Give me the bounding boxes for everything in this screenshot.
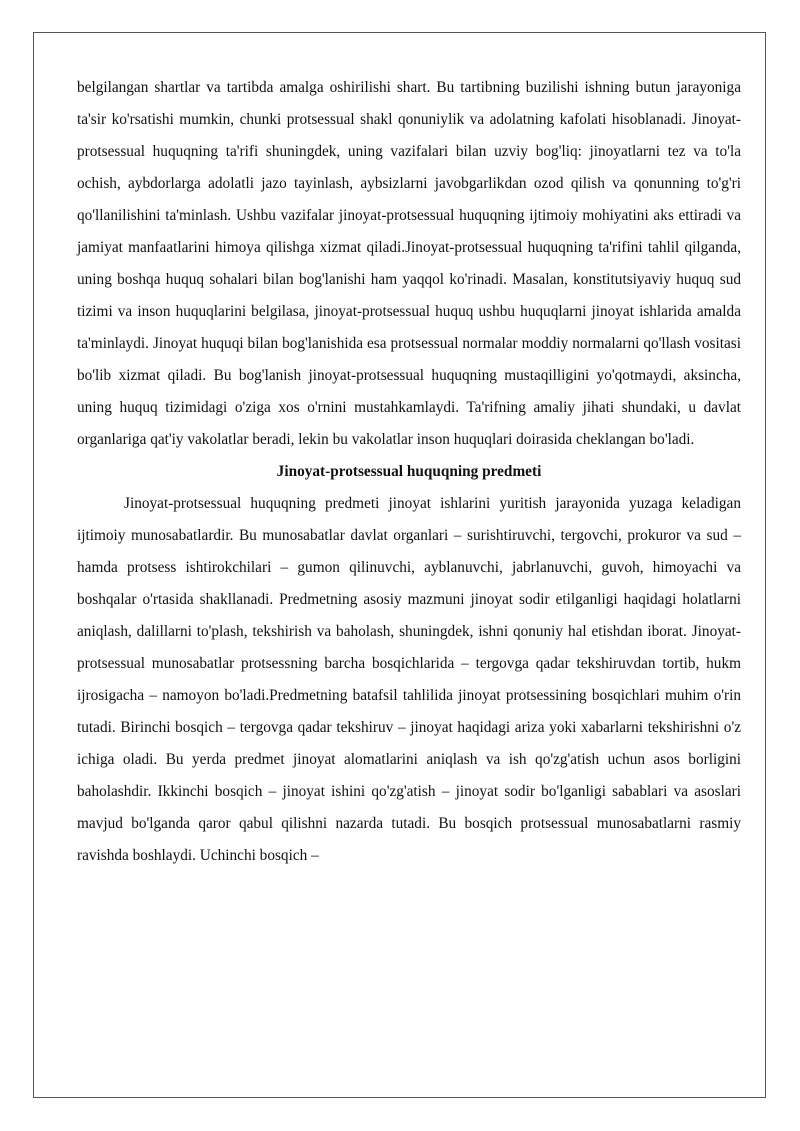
section-heading: Jinoyat-protsessual huquqning predmeti [276,463,542,480]
document-body [77,72,741,872]
paragraph-2: Jinoyat-protsessual huquqning predmeti jinoyat ishlarini yuritish jarayonida yuzaga keladigan ijtimoiy munosabatlardir. Bu munosabatlar davlat organlari – surishtiruvchi, tergovchi, prokuror va sud – hamda protsess ishtirokchilari – gumon qilinuvchi, ayblanuvchi, jabrlanuvchi, guvoh, himoyachi va boshqalar o'rtasida shakllanadi. Predmetning asosiy mazmuni jinoyat sodir etilganligi haqidagi holatlarni aniqlash, dalillarni to'plash, tekshirish va baholash, shuningdek, ishni qonuniy hal etishdan iborat. Jinoyat-protsessual munosabatlar protsessning barcha bosqichlarida – tergovga qadar tekshiruvdan tortib, hukm ijrosigacha – namoyon bo'ladi.Predmetning batafsil tahlilida jinoyat protsessining bosqichlari muhim o'rin tutadi. Birinchi bosqich – tergovga qadar tekshiruv – jinoyat haqidagi ariza yoki xabarlarni tekshirishni o'z ichiga oladi. Bu yerda predmet jinoyat alomatlarini aniqlash va ish qo'zg'atish uchun asos borligini baholashdir. Ikkinchi bosqich – jinoyat ishini qo'zg'atish – jinoyat sodir bo'lganligi sabablari va asoslari mavjud bo'lganda qaror qabul qilishni nazarda tutadi. Bu bosqich protsessual munosabatlarni rasmiy ravishda boshlaydi. Uchinchi bosqich – [77,495,741,864]
paragraph-1: belgilangan shartlar va tartibda amalga oshirilishi shart. Bu tartibning buzilishi ishning butun jarayoniga ta'sir ko'rsatishi mumkin, chunki protsessual shakl qonuniylik va adolatning kafolati hisoblanadi. Jinoyat-protsessual huquqning ta'rifi shuningdek, uning vazifalari bilan uzviy bog'liq: jinoyatlarni tez va to'la ochish, aybdorlarga adolatli jazo tayinlash, aybsizlarni javobgarlikdan ozod qilish va qonunning to'g'ri qo'llanilishini ta'minlash. Ushbu vazifalar jinoyat-protsessual huquqning ijtimoiy mohiyatini aks ettiradi va jamiyat manfaatlarini himoya qilishga xizmat qiladi.Jinoyat-protsessual huquqning ta'rifini tahlil qilganda, uning boshqa huquq sohalari bilan bog'lanishi ham yaqqol ko'rinadi. Masalan, konstitutsiyaviy huquq sud tizimi va inson huquqlarini belgilasa, jinoyat-protsessual huquq ushbu huquqlarni jinoyat ishlarida amalda ta'minlaydi. Jinoyat huquqi bilan bog'lanishida esa protsessual normalar moddiy normalarni qo'llash vositasi bo'lib xizmat qiladi. Bu bog'lanish jinoyat-protsessual huquqning mustaqilligini yo'qotmaydi, aksincha, uning huquq tizimidagi o'ziga xos o'rnini mustahkamlaydi. Ta'rifning amaliy jihati shundaki, u davlat organlariga qat'iy vakolatlar beradi, lekin bu vakolatlar inson huquqlari doirasida cheklangan bo'ladi. [77,79,741,448]
